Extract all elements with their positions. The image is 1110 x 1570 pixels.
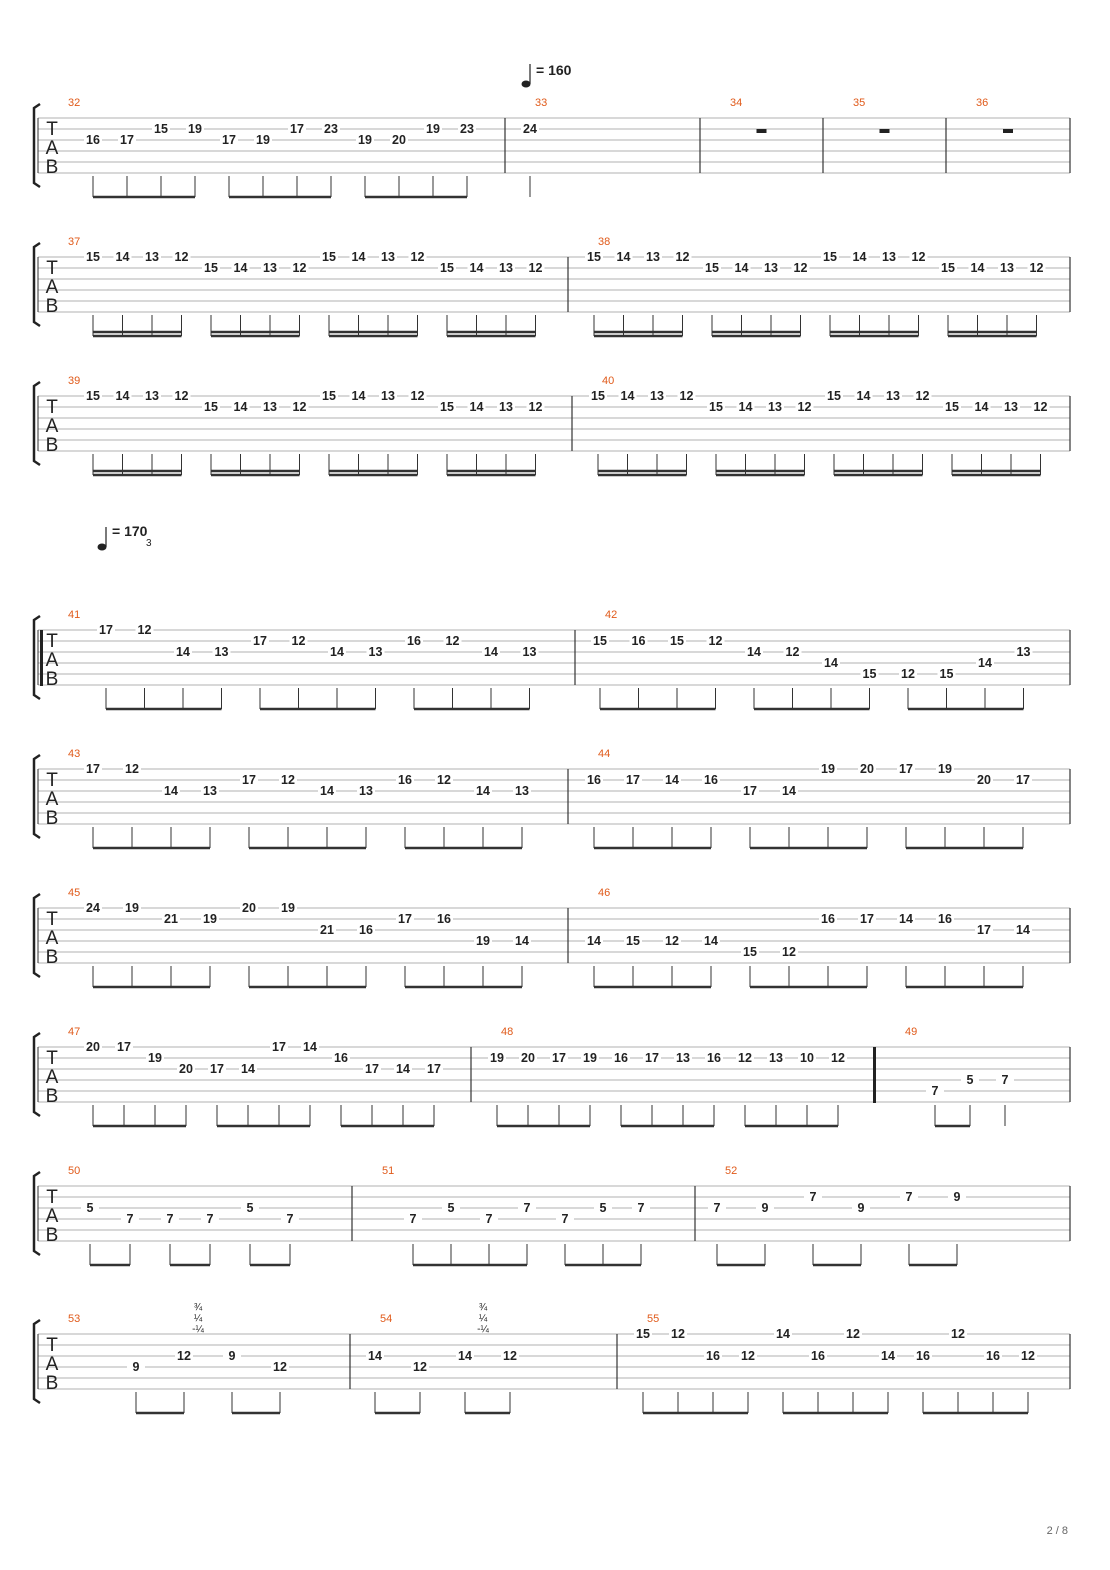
fret-number: 12: [410, 250, 425, 264]
fret-number: 12: [708, 634, 723, 648]
fret-number: 7: [905, 1190, 913, 1204]
fret-number: 14: [484, 645, 498, 659]
fret-number: 16: [86, 133, 100, 147]
fret-number: 12: [273, 1360, 287, 1374]
bar-number: 46: [598, 887, 611, 899]
quarter-note-icon: [522, 81, 531, 88]
fret-number: 17: [899, 762, 913, 776]
repeat-start: [40, 630, 43, 686]
system-bracket: [34, 1172, 40, 1255]
fret-number: 13: [499, 261, 513, 275]
fret-number: 16: [706, 1349, 720, 1363]
fret-number: 14: [776, 1327, 790, 1341]
fret-number: 12: [901, 667, 915, 681]
fret-number: 15: [591, 389, 605, 403]
fret-number: 16: [986, 1349, 1000, 1363]
fret-number: 21: [164, 912, 178, 926]
fret-number: 12: [793, 261, 808, 275]
fret-number: 19: [358, 133, 372, 147]
fret-number: 17: [242, 773, 256, 787]
tab-letter: T: [46, 909, 58, 930]
fret-number: 13: [1016, 645, 1031, 659]
fret-number: 14: [233, 261, 248, 275]
fret-number: 20: [860, 762, 874, 776]
fret-number: 23: [460, 122, 474, 136]
fret-number: 13: [381, 250, 395, 264]
fret-number: 12: [741, 1349, 755, 1363]
fret-number: 19: [583, 1051, 597, 1065]
fret-number: 10: [800, 1051, 814, 1065]
fret-number: 16: [359, 923, 373, 937]
fret-number: 17: [290, 122, 304, 136]
tab-letter: B: [45, 1086, 59, 1107]
fret-number: 12: [846, 1327, 860, 1341]
tab-letter: A: [45, 650, 59, 671]
fret-number: 17: [743, 784, 757, 798]
fret-number: 17: [222, 133, 236, 147]
fret-number: 15: [440, 261, 454, 275]
bar-number: 54: [380, 1313, 393, 1325]
fret-number: 14: [974, 400, 989, 414]
fret-number: 5: [246, 1201, 254, 1215]
fret-number: 9: [761, 1201, 769, 1215]
fret-number: 17: [860, 912, 874, 926]
bar-number: 45: [68, 887, 81, 899]
fret-number: 13: [882, 250, 896, 264]
fret-number: 13: [203, 784, 217, 798]
fret-number: 24: [86, 901, 100, 915]
fret-number: 7: [206, 1212, 214, 1226]
fret-number: 9: [953, 1190, 961, 1204]
fret-number: 7: [485, 1212, 493, 1226]
tab-letter: T: [46, 631, 58, 652]
fret-number: 12: [291, 634, 306, 648]
fret-number: 17: [645, 1051, 659, 1065]
fret-number: 13: [769, 1051, 783, 1065]
tab-letter: B: [45, 947, 59, 968]
fret-number: 14: [881, 1349, 895, 1363]
fret-number: 14: [164, 784, 178, 798]
fret-number: 15: [827, 389, 841, 403]
fret-number: 12: [410, 389, 425, 403]
system-bracket: [34, 1033, 40, 1116]
fret-number: 12: [281, 773, 295, 787]
fret-number: 19: [490, 1051, 504, 1065]
system-bracket: [34, 755, 40, 838]
fret-number: 14: [738, 400, 753, 414]
tab-letter: B: [45, 1225, 59, 1246]
fret-number: 16: [821, 912, 835, 926]
fret-number: 13: [886, 389, 900, 403]
fret-number: 16: [587, 773, 601, 787]
fret-number: 14: [469, 261, 484, 275]
fret-number: 17: [86, 762, 100, 776]
fret-number: 24: [523, 122, 537, 136]
bar-number: 33: [535, 97, 548, 109]
fret-number: 14: [330, 645, 344, 659]
system-bracket: [34, 1320, 40, 1403]
bar-number: 50: [68, 1165, 81, 1177]
fret-number: 14: [665, 773, 679, 787]
fret-number: 13: [650, 389, 664, 403]
fret-number: 15: [945, 400, 959, 414]
fret-number: 16: [811, 1349, 825, 1363]
fret-number: 12: [738, 1051, 752, 1065]
fret-number: 17: [99, 623, 113, 637]
fret-number: 15: [593, 634, 607, 648]
fret-number: 12: [675, 250, 690, 264]
fret-number: 21: [320, 923, 334, 937]
fret-number: 14: [856, 389, 871, 403]
fret-number: 7: [713, 1201, 721, 1215]
fret-number: 15: [204, 400, 218, 414]
fret-number: 14: [351, 250, 366, 264]
tab-letter: T: [46, 258, 58, 279]
fret-number: 15: [587, 250, 601, 264]
fret-number: 13: [145, 250, 159, 264]
fret-number: 15: [743, 945, 757, 959]
fret-number: 15: [86, 389, 100, 403]
fret-number: 13: [764, 261, 778, 275]
fret-number: 13: [522, 645, 537, 659]
fret-number: 12: [437, 773, 451, 787]
fret-number: 14: [616, 250, 631, 264]
fret-number: 17: [272, 1040, 286, 1054]
repeat-end: [873, 1047, 876, 1103]
fret-number: 19: [203, 912, 217, 926]
fret-number: 15: [440, 400, 454, 414]
fret-number: 7: [286, 1212, 294, 1226]
fret-number: 16: [407, 634, 421, 648]
fret-number: 14: [782, 784, 796, 798]
bar-number: 49: [905, 1026, 918, 1038]
tab-letter: T: [46, 119, 58, 140]
fret-number: 12: [665, 934, 679, 948]
fret-number: 20: [242, 901, 256, 915]
half-rest-icon: [1003, 129, 1013, 133]
tab-letter: T: [46, 1187, 58, 1208]
tab-letter: B: [45, 1373, 59, 1394]
fret-number: 12: [292, 400, 307, 414]
fret-number: 19: [148, 1051, 162, 1065]
tab-letter: B: [45, 669, 59, 690]
fret-number: 7: [166, 1212, 174, 1226]
bar-number: 55: [647, 1313, 660, 1325]
fret-number: 17: [398, 912, 412, 926]
bend-label: ¼: [193, 1313, 203, 1324]
fret-number: 14: [852, 250, 867, 264]
fret-number: 14: [368, 1349, 382, 1363]
fret-number: 7: [1001, 1073, 1009, 1087]
fret-number: 14: [115, 250, 130, 264]
bar-number: 40: [602, 375, 615, 387]
fret-number: 16: [938, 912, 952, 926]
tab-letter: B: [45, 157, 59, 178]
fret-number: 14: [747, 645, 761, 659]
fret-number: 20: [521, 1051, 535, 1065]
fret-number: 5: [86, 1201, 94, 1215]
fret-number: 16: [437, 912, 451, 926]
fret-number: 14: [115, 389, 130, 403]
fret-number: 13: [263, 261, 277, 275]
fret-number: 12: [679, 389, 694, 403]
tab-letter: A: [45, 416, 59, 437]
fret-number: 17: [117, 1040, 131, 1054]
bar-number: 37: [68, 236, 81, 248]
half-rest-icon: [757, 129, 767, 133]
fret-number: 12: [413, 1360, 427, 1374]
fret-number: 12: [831, 1051, 845, 1065]
fret-number: 13: [646, 250, 660, 264]
fret-number: 12: [1033, 400, 1048, 414]
fret-number: 14: [978, 656, 992, 670]
fret-number: 12: [951, 1327, 965, 1341]
tab-letter: A: [45, 138, 59, 159]
fret-number: 13: [768, 400, 782, 414]
fret-number: 14: [587, 934, 601, 948]
fret-number: 16: [398, 773, 412, 787]
bar-number: 47: [68, 1026, 81, 1038]
tempo-mark: = 160: [536, 62, 572, 78]
bar-number: 52: [725, 1165, 738, 1177]
fret-number: 12: [528, 261, 543, 275]
fret-number: 12: [137, 623, 152, 637]
fret-number: 7: [409, 1212, 417, 1226]
fret-number: 16: [704, 773, 718, 787]
tab-letter: T: [46, 770, 58, 791]
fret-number: 14: [620, 389, 635, 403]
fret-number: 12: [782, 945, 796, 959]
fret-number: 14: [476, 784, 490, 798]
fret-number: 14: [515, 934, 529, 948]
fret-number: 14: [734, 261, 749, 275]
fret-number: 17: [120, 133, 134, 147]
tab-letter: T: [46, 1048, 58, 1069]
bend-label: ¾: [478, 1302, 488, 1313]
fret-number: 5: [599, 1201, 607, 1215]
fret-number: 17: [552, 1051, 566, 1065]
fret-number: 13: [263, 400, 277, 414]
fret-number: 15: [626, 934, 640, 948]
bar-number: 39: [68, 375, 81, 387]
fret-number: 19: [938, 762, 952, 776]
fret-number: 20: [977, 773, 991, 787]
fret-number: 9: [228, 1349, 236, 1363]
fret-number: 7: [126, 1212, 134, 1226]
bar-number: 42: [605, 609, 618, 621]
fret-number: 14: [899, 912, 913, 926]
fret-number: 14: [351, 389, 366, 403]
fret-number: 15: [939, 667, 954, 681]
bar-number: 44: [598, 748, 611, 760]
bend-label: -¼: [477, 1324, 489, 1335]
fret-number: 19: [476, 934, 490, 948]
bar-number: 35: [853, 97, 866, 109]
fret-number: 20: [392, 133, 406, 147]
fret-number: 12: [292, 261, 307, 275]
bar-number: 34: [730, 97, 743, 109]
bar-number: 32: [68, 97, 81, 109]
fret-number: 12: [915, 389, 930, 403]
fret-number: 14: [233, 400, 248, 414]
fret-number: 19: [125, 901, 139, 915]
fret-number: 15: [862, 667, 877, 681]
fret-number: 12: [503, 1349, 517, 1363]
swing-triplet-label: 3: [146, 538, 152, 549]
system-bracket: [34, 243, 40, 326]
system-bracket: [34, 104, 40, 187]
fret-number: 15: [823, 250, 837, 264]
fret-number: 12: [125, 762, 139, 776]
fret-number: 12: [1021, 1349, 1035, 1363]
fret-number: 15: [86, 250, 100, 264]
fret-number: 17: [427, 1062, 441, 1076]
fret-number: 13: [145, 389, 159, 403]
fret-number: 16: [614, 1051, 628, 1065]
tab-letter: T: [46, 397, 58, 418]
fret-number: 15: [636, 1327, 650, 1341]
fret-number: 16: [916, 1349, 930, 1363]
fret-number: 17: [626, 773, 640, 787]
fret-number: 12: [671, 1327, 685, 1341]
quarter-note-icon: [98, 544, 107, 551]
bar-number: 53: [68, 1313, 81, 1325]
fret-number: 15: [941, 261, 955, 275]
fret-number: 14: [970, 261, 985, 275]
fret-number: 14: [241, 1062, 255, 1076]
fret-number: 14: [469, 400, 484, 414]
fret-number: 7: [637, 1201, 645, 1215]
tab-letter: A: [45, 789, 59, 810]
fret-number: 17: [977, 923, 991, 937]
fret-number: 5: [447, 1201, 455, 1215]
fret-number: 13: [515, 784, 529, 798]
fret-number: 12: [174, 250, 189, 264]
fret-number: 14: [458, 1349, 472, 1363]
fret-number: 14: [704, 934, 718, 948]
fret-number: 16: [631, 634, 646, 648]
fret-number: 15: [709, 400, 723, 414]
fret-number: 13: [676, 1051, 690, 1065]
fret-number: 16: [707, 1051, 721, 1065]
fret-number: 14: [1016, 923, 1030, 937]
fret-number: 19: [426, 122, 440, 136]
fret-number: 16: [334, 1051, 348, 1065]
fret-number: 12: [445, 634, 460, 648]
fret-number: 15: [322, 389, 336, 403]
fret-number: 15: [670, 634, 684, 648]
fret-number: 12: [797, 400, 812, 414]
fret-number: 20: [86, 1040, 100, 1054]
fret-number: 15: [154, 122, 168, 136]
tab-letter: B: [45, 296, 59, 317]
fret-number: 13: [214, 645, 229, 659]
fret-number: 12: [174, 389, 189, 403]
tab-letter: A: [45, 1067, 59, 1088]
fret-number: 15: [322, 250, 336, 264]
fret-number: 17: [1016, 773, 1030, 787]
fret-number: 7: [523, 1201, 531, 1215]
system-bracket: [34, 382, 40, 465]
fret-number: 13: [1000, 261, 1014, 275]
fret-number: 13: [359, 784, 373, 798]
fret-number: 9: [857, 1201, 865, 1215]
fret-number: 13: [381, 389, 395, 403]
fret-number: 5: [966, 1073, 974, 1087]
fret-number: 9: [132, 1360, 140, 1374]
tab-letter: A: [45, 277, 59, 298]
tab-letter: A: [45, 928, 59, 949]
fret-number: 14: [396, 1062, 410, 1076]
fret-number: 17: [210, 1062, 224, 1076]
page-number: 2 / 8: [1046, 1525, 1068, 1537]
fret-number: 19: [821, 762, 835, 776]
bar-number: 48: [501, 1026, 514, 1038]
fret-number: 17: [253, 634, 267, 648]
fret-number: 12: [785, 645, 800, 659]
bar-number: 43: [68, 748, 81, 760]
fret-number: 12: [528, 400, 543, 414]
fret-number: 20: [179, 1062, 193, 1076]
fret-number: 12: [177, 1349, 191, 1363]
fret-number: 14: [303, 1040, 317, 1054]
fret-number: 7: [931, 1084, 939, 1098]
half-rest-icon: [880, 129, 890, 133]
fret-number: 23: [324, 122, 338, 136]
bend-label: ¾: [193, 1302, 203, 1313]
system-bracket: [34, 616, 40, 699]
fret-number: 19: [256, 133, 270, 147]
fret-number: 15: [204, 261, 218, 275]
bar-number: 41: [68, 609, 81, 621]
bend-label: -¼: [192, 1324, 204, 1335]
fret-number: 19: [188, 122, 202, 136]
fret-number: 14: [176, 645, 190, 659]
fret-number: 12: [1029, 261, 1044, 275]
tab-letter: B: [45, 808, 59, 829]
fret-number: 7: [561, 1212, 569, 1226]
fret-number: 17: [365, 1062, 379, 1076]
fret-number: 12: [911, 250, 926, 264]
tab-letter: A: [45, 1206, 59, 1227]
fret-number: 7: [809, 1190, 817, 1204]
tab-letter: T: [46, 1335, 58, 1356]
bar-number: 38: [598, 236, 611, 248]
tab-letter: B: [45, 435, 59, 456]
bar-number: 51: [382, 1165, 395, 1177]
bend-label: ¼: [478, 1313, 488, 1324]
fret-number: 15: [705, 261, 719, 275]
fret-number: 13: [1004, 400, 1018, 414]
system-bracket: [34, 894, 40, 977]
fret-number: 19: [281, 901, 295, 915]
bar-number: 36: [976, 97, 989, 109]
fret-number: 13: [499, 400, 513, 414]
tempo-mark: = 170: [112, 523, 148, 539]
fret-number: 14: [824, 656, 838, 670]
tab-letter: A: [45, 1354, 59, 1375]
fret-number: 13: [368, 645, 383, 659]
fret-number: 14: [320, 784, 334, 798]
